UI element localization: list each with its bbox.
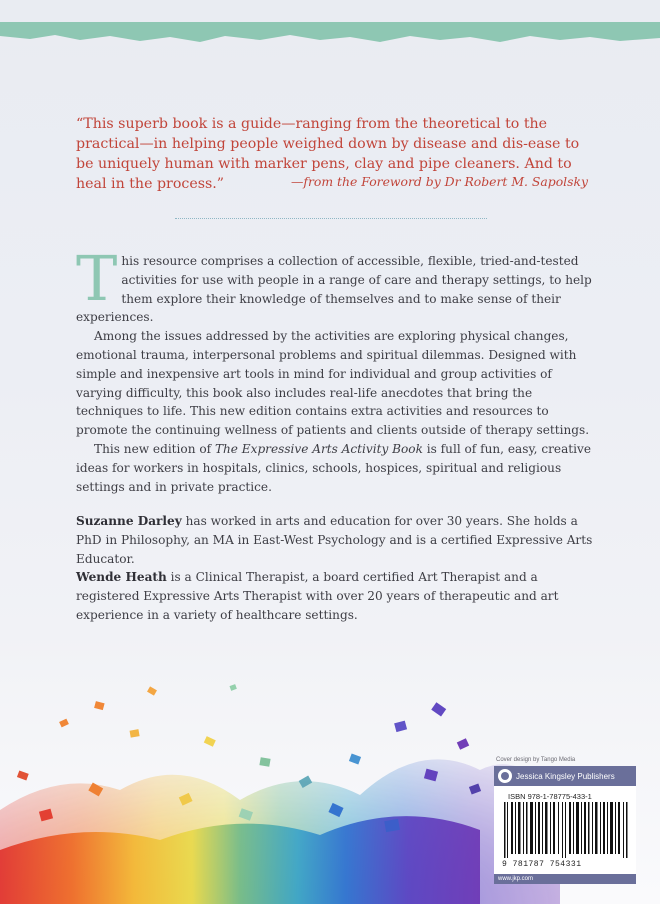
publisher-strip (494, 766, 636, 786)
author-bio-2: Wende Heath is a Clinical Therapist, a board certified Art Therapist and a registered Expressive Arts Therapist with over 20 years of therapeutic and art experience in a variety of healthcare settings. (76, 570, 559, 622)
drop-cap: T (76, 242, 118, 315)
publisher-url: www.jkp.com (494, 874, 636, 884)
dotted-divider (175, 218, 487, 219)
cover-design-credit: Cover design by Tango Media (496, 757, 576, 763)
description-paragraph-1: This resource comprises a collection of accessible, flexible, tried-and-tested activities for use with people in a range of care and therapy settings, to help them explore their knowledge of themselves and to make sense of their experiences. (76, 242, 592, 325)
description-paragraph-3: This new edition of The Expressive Arts Activity Book is full of fun, easy, creative ideas for workers in hospitals, clinics, schools, hospices, spiritual and religious settings and in private practice. (76, 441, 591, 494)
publisher-logo-icon (498, 769, 512, 783)
publisher-name: Jessica Kingsley Publishers (516, 771, 615, 781)
barcode-number: 9 781787 754331 (502, 860, 582, 869)
author-bio-1: Suzanne Darley has worked in arts and education for over 30 years. She holds a PhD in Philosophy, an MA in East-West Psychology and is a certified Expressive Arts Educator. (76, 514, 593, 566)
description (76, 242, 596, 496)
quote-attribution: —from the Foreword by Dr Robert M. Sapolsky (291, 174, 588, 189)
barcode-icon (502, 802, 630, 858)
torn-paper-edge (0, 34, 660, 46)
barcode-panel (494, 766, 636, 884)
isbn-text: ISBN 978-1-78775-433-1 (508, 792, 592, 801)
description-paragraph-2: Among the issues addressed by the activities are exploring physical changes, emotional trauma, interpersonal problems and spiritual dilemmas. Designed with simple and inexpensive art tools in mind for individual and group activities of varying difficulty, this book also includes real-life anecdotes that bring the techniques to life. This new edition contains extra activities and resources to promote the continuing wellness of patients and clients outside of therapy settings. (76, 329, 590, 438)
author-name-2: Wende Heath (76, 570, 167, 584)
foreword-quote: “This superb book is a guide—ranging from the theoretical to the practical—in helping people weighed down by disease and dis-ease to be uniquely human with marker pens, clay and pipe cleaners. And to heal in the process.” (76, 116, 580, 192)
book-title: The Expressive Arts Activity Book (214, 441, 423, 456)
author-name-1: Suzanne Darley (76, 514, 182, 528)
